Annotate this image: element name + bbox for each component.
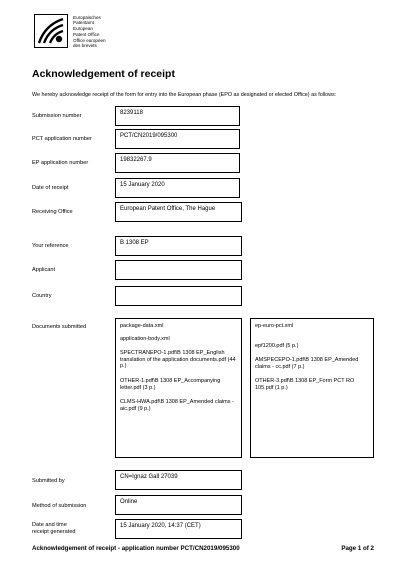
office-name-de-2: Patentamt [73, 20, 94, 26]
documents-left-column [115, 318, 242, 458]
your-reference-field [115, 236, 242, 256]
receiving-office-field [115, 202, 242, 222]
datetime-label-line1: Date and time [32, 522, 67, 528]
your-reference-label: Your reference [32, 243, 69, 249]
submission-number-field [115, 106, 240, 126]
document-item: application-body.xml [120, 335, 170, 342]
pct-number-value: PCT/CN2019/095300 [120, 133, 178, 139]
document-item: SPECTRANEPO-1.pdf\B 1308 EP_English translation of the application documents.pdf (44 p.) [120, 350, 236, 370]
ep-number-label: EP application number [32, 160, 89, 166]
document-item: epf1200.pdf (5 p.) [255, 342, 299, 349]
documents-label: Documents submitted [32, 324, 87, 330]
datetime-value: 15 January 2020, 14:37 (CET) [120, 523, 201, 529]
page-number: Page 1 of 2 [341, 545, 374, 552]
submission-number-label: Submission number [32, 113, 82, 119]
footer-caption: Acknowledgement of receipt - application number PCT/CN2019/095300 [32, 545, 240, 552]
office-name-en-1: European [73, 26, 93, 32]
document-item: OTHER-1.pdf\B 1308 EP_Accompanying letter.pdf (3 p.) [120, 377, 221, 391]
documents-right-column [250, 318, 374, 458]
country-label: Country [32, 293, 52, 299]
submitted-by-value: CN=Ignaz Gall 27039 [120, 474, 178, 480]
datetime-field [115, 519, 242, 539]
office-name-en-2: Patent Office [73, 31, 100, 37]
date-of-receipt-field [115, 178, 240, 198]
date-of-receipt-value: 15 January 2020 [120, 182, 165, 188]
submission-number-value: 8239118 [120, 110, 143, 116]
method-value: Online [120, 499, 138, 505]
country-field [115, 286, 242, 306]
ep-number-field [115, 153, 240, 173]
office-names [73, 15, 106, 48]
intro-text: We hereby acknowledge receipt of the form for entry into the European phase (EPO as designated or elected Office) as follows: [32, 92, 337, 98]
applicant-field [115, 260, 242, 280]
submitted-by-label: Submitted by [32, 478, 65, 484]
document-item: AMSPECEPO-1.pdf\B 1308 EP_Amended claims - cc.pdf (7 p.) [255, 357, 359, 370]
epo-logo-icon [35, 15, 67, 47]
pct-number-label: PCT application number [32, 136, 92, 142]
your-reference-value: B 1308 EP [120, 240, 149, 246]
office-name-de-1: Europäisches [73, 15, 101, 20]
method-field [115, 495, 242, 515]
office-name-fr-1: Office européen [73, 37, 106, 43]
method-label: Method of submission [32, 503, 87, 509]
document-item: package-data.xml [120, 323, 164, 329]
datetime-label [32, 522, 76, 536]
applicant-label: Applicant [32, 267, 56, 273]
datetime-label-line2: receipt generated [32, 529, 76, 535]
receiving-office-value: European Patent Office, The Hague [120, 206, 216, 212]
page-title: Acknowledgement of receipt [32, 68, 175, 80]
office-name-fr-2: des brevets [73, 43, 97, 49]
pct-number-field [115, 129, 240, 149]
document-item: ep-euro-pct.xml [255, 323, 294, 329]
receiving-office-label: Receiving Office [32, 209, 73, 215]
document-item: OTHER-3.pdf\B 1308 EP_Form PCT RO 105.pdf (1 p.) [255, 378, 355, 391]
date-of-receipt-label: Date of receipt [32, 185, 69, 191]
epo-logo [34, 14, 68, 48]
ep-number-value: 19832267.9 [120, 157, 152, 163]
document-item: CLMS-HWA.pdf\B 1308 EP_Amended claims - aic.pdf (9 p.) [120, 399, 234, 412]
submitted-by-field [115, 470, 242, 490]
